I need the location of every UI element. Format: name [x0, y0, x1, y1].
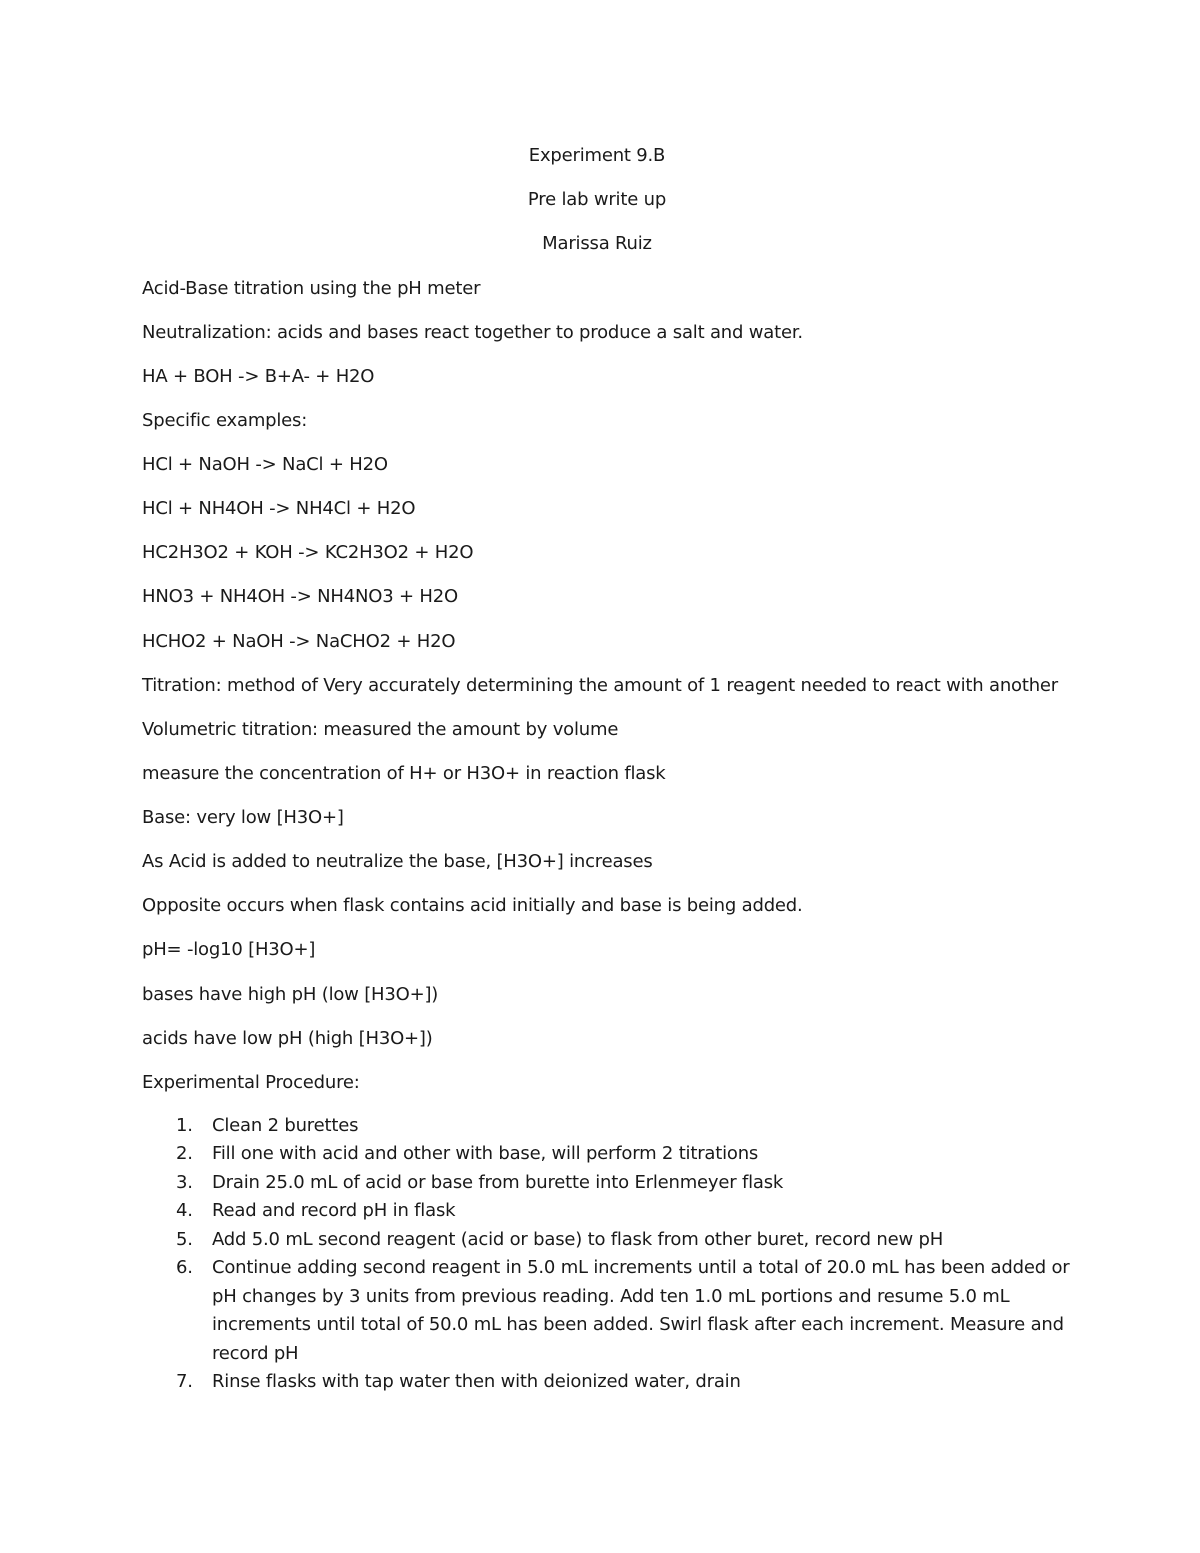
step-number: 3. [176, 1172, 193, 1193]
bases-ph-note: bases have high pH (low [H3O+]) [142, 984, 439, 1005]
procedure-step [142, 1226, 1082, 1255]
acids-ph-note: acids have low pH (high [H3O+]) [142, 1028, 433, 1049]
step-text: Add 5.0 mL second reagent (acid or base) to flask from other buret, record new pH [212, 1229, 944, 1250]
neutralization-definition: Neutralization: acids and bases react together to produce a salt and water. [142, 322, 803, 343]
opposite-note: Opposite occurs when flask contains acid initially and base is being added. [142, 895, 803, 916]
step-number: 2. [176, 1143, 193, 1164]
document-subtitle: Pre lab write up [527, 189, 667, 210]
step-text: Clean 2 burettes [212, 1115, 359, 1136]
step-number: 6. [176, 1257, 193, 1278]
step-number: 7. [176, 1371, 193, 1392]
volumetric-titration-definition: Volumetric titration: measured the amount by volume [142, 719, 619, 740]
step-text: Drain 25.0 mL of acid or base from burette into Erlenmeyer flask [212, 1172, 784, 1193]
step-number: 4. [176, 1200, 193, 1221]
author-name: Marissa Ruiz [542, 233, 652, 254]
step-text: Continue adding second reagent in 5.0 mL increments until a total of 20.0 mL has been added or pH changes by 3 units from previous reading. Add ten 1.0 mL portions and resume 5.0 mL increments until total of 50.0 mL has been added. Swirl flask after each increment. Measure and record pH [212, 1257, 1070, 1364]
procedure-step [142, 1254, 1082, 1368]
general-equation: HA + BOH -> B+A- + H2O [142, 366, 375, 387]
procedure-step [142, 1112, 1082, 1141]
step-text: Rinse flasks with tap water then with deionized water, drain [212, 1371, 741, 1392]
example-equation: HCHO2 + NaOH -> NaCHO2 + H2O [142, 631, 456, 652]
document-title: Experiment 9.B [528, 145, 666, 166]
example-equation: HCl + NH4OH -> NH4Cl + H2O [142, 498, 416, 519]
acid-added-note: As Acid is added to neutralize the base, [H3O+] increases [142, 851, 653, 872]
examples-heading: Specific examples: [142, 410, 308, 431]
step-number: 1. [176, 1115, 193, 1136]
procedure-step [142, 1197, 1082, 1226]
ph-formula: pH= -log10 [H3O+] [142, 939, 316, 960]
base-note: Base: very low [H3O+] [142, 807, 344, 828]
titration-definition: Titration: method of Very accurately determining the amount of 1 reagent needed to react with another [142, 675, 1059, 696]
step-number: 5. [176, 1229, 193, 1250]
example-equation: HCl + NaOH -> NaCl + H2O [142, 454, 388, 475]
procedure-step [142, 1169, 1082, 1198]
procedure-heading: Experimental Procedure: [142, 1072, 360, 1093]
step-text: Fill one with acid and other with base, will perform 2 titrations [212, 1143, 759, 1164]
example-equation: HNO3 + NH4OH -> NH4NO3 + H2O [142, 586, 458, 607]
topic-line: Acid-Base titration using the pH meter [142, 278, 481, 299]
procedure-step [142, 1368, 1082, 1397]
step-text: Read and record pH in flask [212, 1200, 456, 1221]
example-equation: HC2H3O2 + KOH -> KC2H3O2 + H2O [142, 542, 474, 563]
procedure-step [142, 1140, 1082, 1169]
measurement-note: measure the concentration of H+ or H3O+ in reaction flask [142, 763, 666, 784]
